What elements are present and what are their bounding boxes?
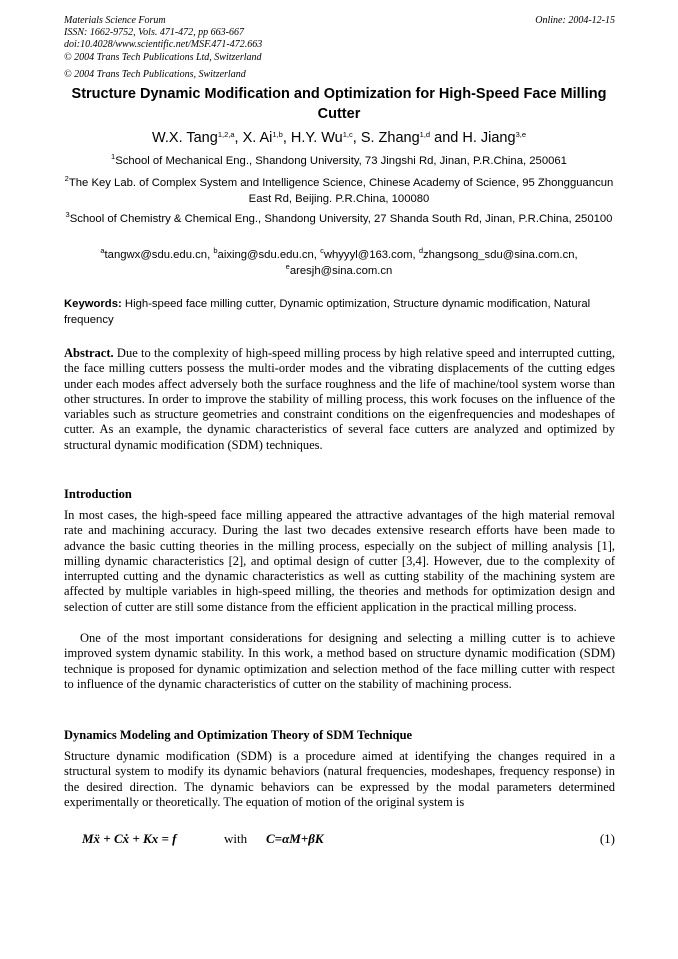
issn-line: ISSN: 1662-9752, Vols. 471-472, pp 663-667 <box>64 27 244 39</box>
email-sup: b <box>213 246 218 255</box>
email-address[interactable]: tangwx@sdu.edu.cn <box>104 249 208 261</box>
journal-name: Materials Science Forum <box>64 15 166 26</box>
equation-main: Mẍ + Cẋ + Kx = f <box>82 831 177 846</box>
email-address[interactable]: aixing@sdu.edu.cn <box>217 249 314 261</box>
author-sup: 3,e <box>515 130 526 139</box>
paper-title: Structure Dynamic Modification and Optimization for High-Speed Face Milling Cutter <box>71 86 607 122</box>
sdm-paragraph-1: Structure dynamic modification (SDM) is a procedure aimed at identifying the changes required in a structural system to modify its dynamic behaviors (natural frequencies, modeshapes, frequency response) in the desired direction. The dynamic behaviors can be expressed by the modal parameters determined experimentally or theoretically. The equation of motion of the original system is <box>64 749 615 809</box>
keywords-label: Keywords: <box>64 298 122 310</box>
affiliation-3 <box>64 212 614 228</box>
equation-condition: C=αM+βK <box>266 831 324 846</box>
section-title-introduction: Introduction <box>64 487 132 501</box>
intro-paragraph-1: In most cases, the high-speed face milling appeared the attractive advantages of the high material removal rate and machining accuracy. During the last two decades extensive research efforts have been made to advance the basic cutting theories in the milling process, especially on the subject of milling analysis [1], milling dynamic characteristics [2], and optimal design of cutter [3,4]. However, due to the complexity of interrupted cutting and the dynamic characteristics as well as cutting stability of the machining system are affected by multiple variables in high-speed milling, the theories and methods for optimization design and selection of cutter are still some distance from the efficient application in the practical milling process. <box>64 508 615 614</box>
section-title-sdm: Dynamics Modeling and Optimization Theory of SDM Technique <box>64 728 413 742</box>
copyright-line-2: © 2004 Trans Tech Publications, Switzerland <box>64 69 246 80</box>
author-name: W.X. Tang <box>151 130 218 146</box>
author-sup: 1,2,a <box>217 130 235 139</box>
email-list: $^a$tangwx@sdu.edu.cn, $^b$aixing@sdu.edu.cn, $^c$whyyyl@163.com, $^d$zhangsong_sdu@sina.com.cn, $^e$aresjh@sina.com.cn <box>100 246 578 277</box>
copyright-line: © 2004 Trans Tech Publications Ltd, Switzerland <box>64 51 262 63</box>
email-sup: d <box>418 246 423 255</box>
affiliation-sup: 1 <box>111 152 116 161</box>
abstract-text: Due to the complexity of high-speed milling process by high relative speed and interrupted cutting, the face milling cutters possess the multi-order modes and the vibrating displacements of the cutting edges under each modes affect adversely both the surface roughness and the life of machine/tool system worse than other structures. In order to improve the stability of milling process, this work focuses on the influence of the variables such as structure geometries and constraint conditions on the eigenfrequencies and modeshapes of cutter. As an example, the dynamic characteristics of several face cutters are analyzed and optimized by structural dynamic modification (SDM) techniques. <box>64 346 616 452</box>
author-name: H. Jiang <box>462 130 516 146</box>
email-sup: c <box>320 246 324 255</box>
keywords-text: High-speed face milling cutter, Dynamic optimization, Structure dynamic modification, Natural frequency <box>64 298 591 326</box>
equation-1 <box>82 831 615 849</box>
author-name: H.Y. Wu <box>290 130 343 146</box>
email-sup: a <box>100 246 105 255</box>
affiliation-sup: 3 <box>65 210 70 219</box>
affiliation-sup: 2 <box>64 174 69 183</box>
email-address[interactable]: aresjh@sina.com.cn <box>289 264 393 277</box>
affiliation-text: School of Chemistry & Chemical Eng., Shandong University, 27 Shanda South Rd, Jinan, P.R.China, 250100 <box>69 213 613 225</box>
doi-line[interactable]: doi:10.4028/www.scientific.net/MSF.471-472.663 <box>64 39 263 51</box>
author-sup: 1,d <box>419 130 431 139</box>
equation-with: with <box>224 831 248 846</box>
author-name: S. Zhang <box>360 130 420 146</box>
abstract <box>64 346 615 453</box>
affiliation-text: The Key Lab. of Complex System and Intelligence Science, Chinese Academy of Science, 95 Zhongguancun East Rd, Beijing. P.R.China, 100080 <box>68 177 614 205</box>
equation-number: (1) <box>599 831 615 846</box>
keywords <box>64 297 615 328</box>
email-sup: e <box>285 261 290 271</box>
author-name: X. Ai <box>242 130 273 146</box>
author-list: W.X. Tang$^{1,2,a}$, X. Ai$^{1,b}$, H.Y. Wu$^{1,c}$, S. Zhang$^{1,d}$ and H. Jiang$^{3,e}$ <box>151 130 526 146</box>
online-date: Online: 2004-12-15 <box>535 15 615 26</box>
author-sup: 1,c <box>342 130 353 139</box>
email-address[interactable]: zhangsong_sdu@sina.com.cn <box>422 249 575 261</box>
journal-header <box>64 15 262 64</box>
intro-paragraph-2: One of the most important considerations for designing and selecting a milling cutter is to achieve improved system dynamic stability. In this work, a method based on structure dynamic modification (SDM) technique is proposed for dynamic optimization and selection method of the face milling cutter with respect to influence of the dynamic characteristics of cutter on the stability of machining process. <box>64 631 615 691</box>
affiliation-1 <box>64 154 614 170</box>
abstract-label: Abstract. <box>64 346 114 360</box>
affiliation-text: School of Mechanical Eng., Shandong University, 73 Jingshi Rd, Jinan, P.R.China, 250061 <box>115 155 567 167</box>
author-sup: 1,b <box>272 130 283 139</box>
affiliation-2 <box>64 176 614 207</box>
email-address[interactable]: whyyyl@163.com <box>323 249 413 261</box>
